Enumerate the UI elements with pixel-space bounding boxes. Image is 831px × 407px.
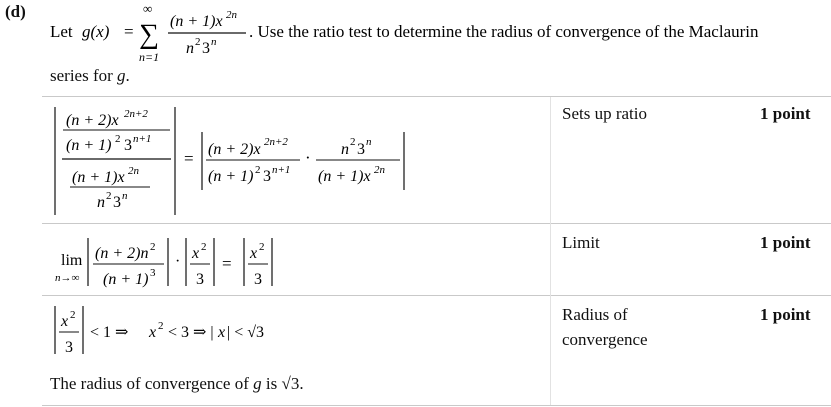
prompt-denominator-exp1: 2 (195, 36, 201, 48)
svg-text:n: n (341, 141, 349, 158)
row-2-points: 1 point (760, 233, 811, 252)
sum-lower: n=1 (139, 50, 160, 64)
svg-text:n→∞: n→∞ (55, 272, 80, 284)
conclusion-period: . (299, 374, 304, 393)
conclusion-var: g (253, 374, 262, 393)
svg-text:2n: 2n (128, 165, 139, 177)
svg-text:3: 3 (254, 271, 262, 288)
svg-text:(n + 1): (n + 1) (208, 168, 254, 185)
svg-text:3: 3 (357, 141, 365, 158)
radius-inequality (0, 296, 550, 360)
svg-text:2: 2 (115, 133, 121, 145)
svg-text:< 1 ⇒: < 1 ⇒ (90, 324, 129, 341)
prompt-line-2 (50, 66, 130, 86)
svg-text:2: 2 (201, 241, 207, 253)
svg-text:·: · (175, 253, 181, 270)
svg-text:2n+2: 2n+2 (124, 108, 148, 120)
svg-text:·: · (305, 148, 311, 167)
svg-text:3: 3 (263, 168, 271, 185)
limit-formula (0, 224, 550, 295)
svg-text:| < √3: | < √3 (227, 324, 265, 341)
svg-text:(n + 1): (n + 1) (66, 137, 112, 154)
conclusion (50, 374, 304, 394)
svg-text:n+1: n+1 (272, 164, 291, 176)
svg-text:3: 3 (113, 194, 121, 211)
svg-text:(n + 1)x: (n + 1)x (318, 168, 371, 185)
svg-text:(n + 2)n: (n + 2)n (95, 245, 149, 262)
svg-text:2n: 2n (374, 164, 385, 176)
svg-text:2: 2 (350, 136, 356, 148)
prompt-numerator-exp: 2n (226, 9, 237, 21)
svg-text:3: 3 (150, 267, 156, 279)
prompt-sentence: . Use the ratio test to determine the radius of convergence of the Maclaurin (249, 22, 759, 41)
row-2-description: Limit (562, 233, 600, 252)
svg-text:2: 2 (70, 309, 76, 321)
svg-text:2n+2: 2n+2 (264, 136, 288, 148)
svg-text:2: 2 (150, 241, 156, 253)
prompt-equals: = (124, 22, 134, 41)
svg-text:n+1: n+1 (133, 133, 152, 145)
svg-text:=: = (222, 254, 232, 273)
svg-text:n: n (97, 194, 105, 211)
part-label: (d) (5, 2, 26, 21)
svg-text:(n + 2)x: (n + 2)x (208, 141, 261, 158)
table-rule-bottom (42, 405, 831, 406)
svg-text:n: n (122, 190, 128, 202)
svg-text:(n + 2)x: (n + 2)x (66, 112, 119, 129)
prompt-let: Let (50, 22, 73, 41)
svg-text:(n + 1): (n + 1) (103, 271, 149, 288)
prompt-line2-text: series for (50, 66, 113, 85)
svg-text:3: 3 (65, 339, 73, 356)
row-3-description-line1: Radius of (562, 305, 628, 324)
prompt-line2-var: g (117, 66, 126, 85)
row-1-description: Sets up ratio (562, 104, 647, 123)
prompt-denominator-3: 3 (202, 40, 210, 57)
row-3-points: 1 point (760, 305, 811, 324)
conclusion-is: is (265, 374, 278, 393)
svg-text:3: 3 (196, 271, 204, 288)
prompt-g-of-x: g(x) (82, 22, 110, 41)
svg-text:2: 2 (106, 190, 112, 202)
svg-text:2: 2 (158, 320, 164, 332)
prompt-denominator-n: n (186, 40, 194, 57)
svg-text:lim: lim (61, 252, 83, 269)
sum-upper: ∞ (143, 1, 153, 16)
row-1-points: 1 point (760, 104, 811, 123)
conclusion-value: √3 (281, 374, 300, 393)
svg-text:2: 2 (255, 164, 261, 176)
prompt-line2-end: . (125, 66, 130, 85)
conclusion-text: The radius of convergence of (50, 374, 249, 393)
svg-text:3: 3 (124, 137, 132, 154)
svg-text:x: x (218, 324, 226, 341)
svg-text:x: x (192, 245, 200, 262)
row-3-description-line2: convergence (562, 330, 648, 349)
sigma-icon: ∑ (139, 19, 159, 50)
svg-text:2: 2 (259, 241, 265, 253)
ratio-setup-formula (0, 97, 550, 223)
prompt-denominator-exp2: n (211, 36, 217, 48)
svg-text:< 3 ⇒ |: < 3 ⇒ | (168, 324, 214, 341)
svg-text:x: x (250, 245, 258, 262)
prompt-numerator: (n + 1)x (170, 13, 223, 30)
svg-text:(n + 1)x: (n + 1)x (72, 169, 125, 186)
svg-text:n: n (366, 136, 372, 148)
svg-text:=: = (184, 149, 194, 168)
svg-text:x: x (149, 324, 157, 341)
svg-text:x: x (61, 313, 69, 330)
table-column-divider (550, 97, 551, 405)
